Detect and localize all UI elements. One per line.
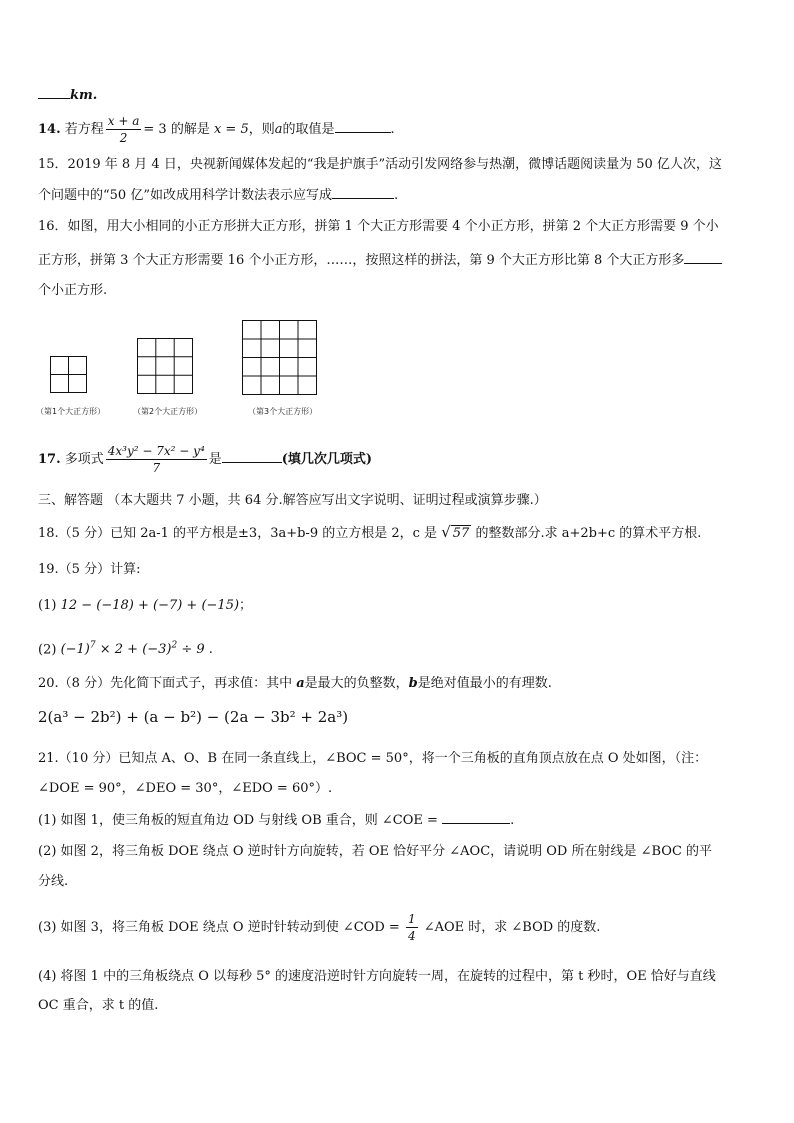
answer-blank[interactable] xyxy=(335,118,391,133)
big-square-figure-2 xyxy=(137,338,194,395)
exponent-2: 2 xyxy=(171,641,178,651)
question-16-line-3: 个小正方形. xyxy=(38,283,108,298)
sqrt-sign: √ xyxy=(441,523,451,541)
expression: 12 − (−18) + (−7) + (−15) xyxy=(60,598,240,613)
q18-text-b: 的整数部分.求 a+2b+c 的算术平方根. xyxy=(475,526,702,541)
question-21-part-4-line-2: OC 重合，求 t 的值. xyxy=(38,998,159,1013)
fraction-denominator: 7 xyxy=(152,461,161,475)
fraction-numerator: x + a xyxy=(107,114,140,128)
q14-solution: x = 5 xyxy=(213,122,249,137)
question-16-line-1: 16．如图，用大小相同的小正方形拼大正方形，拼第 1 个大正方形需要 4 个小正方形，拼第 2 个大正方形需要 9 个小 xyxy=(38,219,719,234)
q14-text-b: = 3 的解是 xyxy=(143,122,210,137)
fraction-denominator: 4 xyxy=(407,929,416,943)
var-b: b xyxy=(408,676,418,691)
q20-text-b: 是最大的负整数， xyxy=(304,676,409,691)
fraction-numerator: 1 xyxy=(407,912,416,926)
question-21-part-4-line-1: (4) 将图 1 中的三角板绕点 O 以每秒 5° 的速度沿逆时针方向旋转一周，在旋转的过程中，第 t 秒时，OE 恰好与直线 xyxy=(38,969,716,984)
q14-text-d: 的取值是 xyxy=(282,122,335,137)
q21-p3-text-a: (3) 如图 3，将三角板 DOE 绕点 O 逆时针转动到使 ∠COD = xyxy=(38,920,400,935)
sqrt-radicand: 57 xyxy=(452,526,470,541)
answer-blank[interactable] xyxy=(222,448,282,463)
answer-blank[interactable] xyxy=(684,249,722,264)
section-3-title: 三、解答题 （本大题共 7 小题，共 64 分.解答应写出文字说明、证明过程或演算步骤.） xyxy=(38,493,547,508)
big-square-figure-1 xyxy=(50,356,88,394)
question-19-title: 19.（5 分）计算: xyxy=(38,562,141,577)
question-15-line-2 xyxy=(38,184,758,206)
expr-part-a: (−1) xyxy=(60,642,90,658)
question-18 xyxy=(38,522,758,544)
q17-fraction xyxy=(106,443,207,476)
part-end: ； xyxy=(239,598,253,613)
q20-text-a: 20.（8 分）先化简下面式子，再求值：其中 xyxy=(38,676,293,691)
part-label: (1) xyxy=(38,598,57,613)
q21-p1-end: . xyxy=(510,813,515,828)
q14-fraction xyxy=(106,113,142,146)
q20-text-c: 是绝对值最小的有理数. xyxy=(417,676,552,691)
var-a: a xyxy=(296,676,305,691)
question-21-part-2-line-2: 分线. xyxy=(38,874,69,889)
question-19-part-2 xyxy=(38,636,758,660)
q13-tail xyxy=(38,84,758,106)
q15-end: . xyxy=(393,188,399,203)
figure-caption-3: （第3个大正方形） xyxy=(248,407,318,416)
q17-text-b: 是 xyxy=(208,452,222,467)
figure-caption-1: （第1个大正方形） xyxy=(36,407,106,416)
big-square-figure-3 xyxy=(242,320,318,396)
question-20-expression: 2(a³ − 2b²) + (a − b²) − (2a − 3b² + 2a³) xyxy=(38,708,349,726)
question-20 xyxy=(38,674,758,694)
answer-blank[interactable] xyxy=(332,184,394,199)
fraction-denominator: 2 xyxy=(119,131,128,145)
q21-p1-text: (1) 如图 1，使三角板的短直角边 OD 与射线 OB 重合，则 ∠COE = xyxy=(38,813,438,828)
question-15-line-1: 15．2019 年 8 月 4 日，央视新闻媒体发起的“我是护旗手”活动引发网络参与热潮，微博话题阅读量为 50 亿人次，这 xyxy=(38,157,722,172)
part-label: (2) xyxy=(38,642,57,658)
q14-var: a xyxy=(274,122,283,137)
question-number: 17. xyxy=(38,452,61,467)
fraction-numerator: 4x³y² − 7x² − y⁴ xyxy=(107,444,205,458)
q17-text-a: 多项式 xyxy=(64,452,104,467)
q14-end: . xyxy=(390,122,395,137)
expr-part-b: × 2 + (−3) xyxy=(95,642,172,658)
question-19-part-1 xyxy=(38,596,758,616)
question-17 xyxy=(38,440,758,480)
question-21-part-2-line-1: (2) 如图 2，将三角板 DOE 绕点 O 逆时针方向旋转，若 OE 恰好平分 ∠AOC，请说明 OD 所在射线是 ∠BOC 的平 xyxy=(38,844,713,859)
q15-line2-text: 个问题中的“50 亿”如改成用科学计数法表示应写成 xyxy=(38,188,332,203)
q21-p3-fraction xyxy=(406,911,418,944)
q17-text-c: (填几次几项式) xyxy=(281,452,373,467)
question-number: 14. xyxy=(38,122,61,137)
answer-blank[interactable] xyxy=(38,84,70,99)
question-21-line-1: 21.（10 分）已知点 A、O、B 在同一条直线上，∠BOC = 50°，将一个三角板的直角顶点放在点 O 处如图，（注： xyxy=(38,751,708,766)
q21-p3-text-b: ∠AOE 时，求 ∠BOD 的度数. xyxy=(423,920,601,935)
q14-text-c: ，则 xyxy=(248,122,275,137)
expression xyxy=(61,642,213,657)
question-14 xyxy=(38,112,758,148)
figure-caption-2: （第2个大正方形） xyxy=(133,407,203,416)
exponent: 7 xyxy=(89,641,96,651)
q14-text-a: 若方程 xyxy=(64,122,104,137)
question-21-part-3 xyxy=(38,910,758,946)
question-21-part-1 xyxy=(38,809,758,831)
question-21-line-2: ∠DOE = 90°，∠DEO = 30°，∠EDO = 60°）. xyxy=(38,781,333,796)
unit-text: km. xyxy=(70,88,98,103)
expr-part-c: ÷ 9 . xyxy=(177,642,213,658)
q18-text-a: 18.（5 分）已知 2a-1 的平方根是±3，3a+b-9 的立方根是 2，c 是 xyxy=(38,526,438,541)
answer-blank[interactable] xyxy=(442,809,510,824)
q16-line2-text: 正方形，拼第 3 个大正方形需要 16 个小正方形，……，按照这样的拼法，第 9 个大正方形比第 8 个大正方形多 xyxy=(38,253,685,268)
question-16-line-2 xyxy=(38,249,758,271)
